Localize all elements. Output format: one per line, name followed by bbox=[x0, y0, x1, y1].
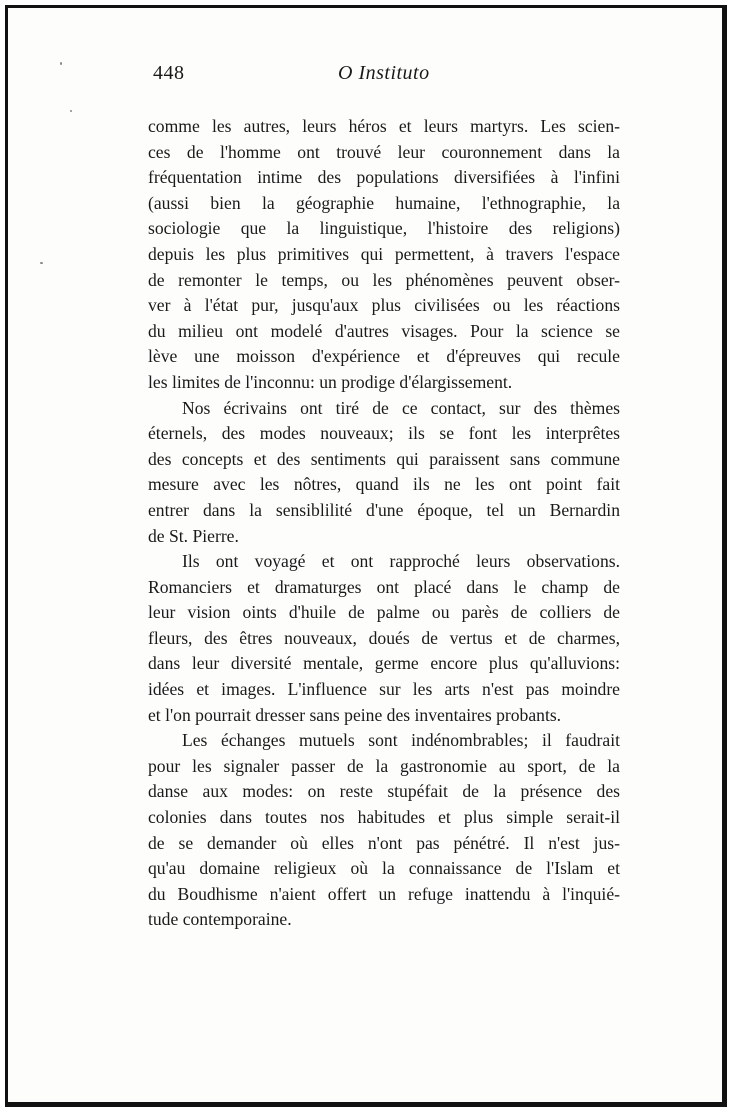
text-line: Les échanges mutuels sont indénombrables; il faudrait bbox=[182, 730, 620, 751]
text-line: et l'on pourrait dresser sans peine des inventaires probants. bbox=[148, 704, 562, 725]
text-line: du Boudhisme n'aient offert un refuge inattendu à l'inquié- bbox=[148, 883, 620, 904]
scan-speck bbox=[60, 62, 62, 65]
text-line: entrer dans la sensiblilité d'une époque, tel un Bernardin bbox=[148, 499, 620, 520]
text-line: de St. Pierre. bbox=[148, 525, 239, 546]
page-number: 448 bbox=[153, 62, 185, 84]
text-line: leur vision oints d'huile de palme ou parès de colliers de bbox=[148, 602, 620, 623]
paragraph-3 bbox=[148, 549, 620, 728]
text-line: Nos écrivains ont tiré de ce contact, sur des thèmes bbox=[182, 397, 620, 418]
text-line: fréquentation intime des populations diversifiées à l'infini bbox=[148, 167, 620, 188]
running-head bbox=[150, 62, 620, 92]
text-line: dans leur diversité mentale, germe encore plus qu'alluvions: bbox=[148, 653, 620, 674]
text-line: de se demander où elles n'ont pas pénétré. Il n'est jus- bbox=[148, 832, 620, 853]
text-line: qu'au domaine religieux où la connaissance de l'Islam et bbox=[148, 858, 620, 879]
text-line: fleurs, des êtres nouveaux, doués de vertus et de charmes, bbox=[148, 627, 620, 648]
text-line: les limites de l'inconnu: un prodige d'élargissement. bbox=[148, 371, 513, 392]
text-line: (aussi bien la géographie humaine, l'ethnographie, la bbox=[148, 192, 620, 213]
scan-speck bbox=[70, 110, 72, 112]
text-line: pour les signaler passer de la gastronomie au sport, de la bbox=[148, 755, 620, 776]
running-title: O Instituto bbox=[338, 62, 430, 84]
text-line: du milieu ont modelé d'autres visages. Pour la science se bbox=[148, 320, 620, 341]
text-line: des concepts et des sentiments qui paraissent sans commune bbox=[148, 448, 620, 469]
body-text bbox=[148, 114, 620, 933]
text-line: sociologie que la linguistique, l'histoire des religions) bbox=[148, 218, 620, 239]
paragraph-4 bbox=[148, 728, 620, 933]
scan-speck bbox=[40, 262, 43, 264]
text-line: depuis les plus primitives qui permettent, à travers l'espace bbox=[148, 243, 620, 264]
text-line: colonies dans toutes nos habitudes et plus simple serait-il bbox=[148, 807, 620, 828]
text-line: danse aux modes: on reste stupéfait de la présence des bbox=[148, 781, 620, 802]
text-line: tude contemporaine. bbox=[148, 909, 292, 930]
text-line: Ils ont voyagé et ont rapproché leurs observations. bbox=[182, 551, 620, 572]
text-line: idées et images. L'influence sur les arts n'est pas moindre bbox=[148, 679, 620, 700]
text-line: lève une moisson d'expérience et d'épreuves qui recule bbox=[148, 346, 620, 367]
text-line: éternels, des modes nouveaux; ils se font les interprêtes bbox=[148, 423, 620, 444]
text-line: Romanciers et dramaturges ont placé dans le champ de bbox=[148, 576, 620, 597]
paragraph-1 bbox=[148, 114, 620, 396]
text-line: de remonter le temps, ou les phénomènes peuvent obser- bbox=[148, 269, 620, 290]
text-line: comme les autres, leurs héros et leurs martyrs. Les scien- bbox=[148, 116, 620, 136]
text-line: mesure avec les nôtres, quand ils ne les ont point fait bbox=[148, 474, 620, 495]
text-line: ces de l'homme ont trouvé leur couronnement dans la bbox=[148, 141, 620, 162]
paragraph-2 bbox=[148, 396, 620, 550]
text-line: ver à l'état pur, jusqu'aux plus civilisées ou les réactions bbox=[148, 295, 620, 316]
